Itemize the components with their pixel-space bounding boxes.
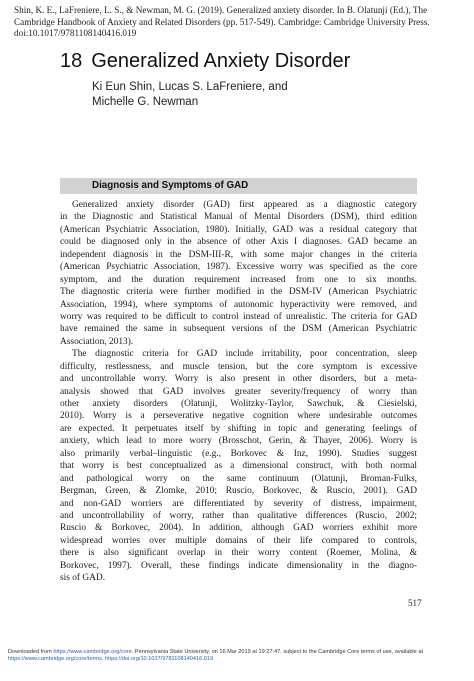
text-line: (American Psychiatric Association, 1987). Excessive worry was specified as the core [60,262,417,273]
authors-line: Ki Eun Shin, Lucas S. LaFreniere, and [92,81,288,93]
text-line: are expected. It perpetuates itself by shifting in topic and generating feelings of [60,423,417,434]
cambridge-core-link[interactable]: https://www.cambridge.org/core [53,649,132,655]
footer-text: . [101,656,105,663]
text-line: and pathological worry on the same continuum (Olatunji, Broman-Fulks, [60,473,417,484]
text-line: The diagnostic criteria were further modified in the DSM-IV (American Psychiatric [60,287,417,298]
citation-header [14,5,464,40]
doi-link[interactable]: https://doi.org/10.1017/9781108140416.019 [105,656,214,663]
text-line: in the Diagnostic and Statistical Manual of Mental Disorders (DSM), third edition [60,212,417,223]
text-line: and uncontrollability of worry, rather than qualitative differences (Ruscio, 2002; [60,510,417,521]
text-line: independent diagnosis in the DSM-III-R, with some major changes in the criteria [60,249,417,260]
text-line: Ruscio & Borkovec, 2004). In addition, although GAD worriers exhibit more [60,523,417,534]
text-line: also primarily verbal–linguistic (e.g., Borkovec & Inz, 1990). Studies suggest [60,448,417,459]
text-line: Generalized anxiety disorder (GAD) first appeared as a diagnostic category [72,200,417,210]
text-line: Association, 2013). [60,336,134,347]
section-heading-bar [60,178,417,194]
footer-line-1 [8,649,470,656]
footer-line-2 [8,656,470,663]
citation-line: doi:10.1017/9781108140416.019 [14,28,137,39]
text-line: Bergman, Green, & Zlomke, 2010; Ruscio, Borkovec, & Ruscio, 2001). GAD [60,486,417,497]
page-number: 517 [408,598,422,608]
text-line: there is also significant overlap in their worry content (Roemer, Molina, & [60,548,417,559]
citation-line: Cambridge Handbook of Anxiety and Related Disorders (pp. 517-549). Cambridge: Cambridge University Press. [14,16,430,27]
paragraph-2 [60,348,417,584]
text-line: other anxiety disorders (Olatunji, Wolitzky-Taylor, Sawchuk, & Ciesielski, [60,399,417,409]
body-text [60,199,417,585]
footer-text: Downloaded from [8,649,54,655]
text-line: that worry is best conceptualized as a dimensional construct, with both normal [60,461,417,472]
text-line: difficulty, restlessness, and muscle tension, but the core symptom is excessive [60,361,417,372]
text-line: anxiety, which lead to more worry (Brosschot, Gerin, & Thayer, 2006). Worry is [60,436,417,447]
text-line: (American Psychiatric Association, 1980). Initially, GAD was a residual category that [60,224,417,235]
footer-text: . Pennsylvania State University, on 16 Mar 2019 at 19:27:47, subject to the Cambridge Core terms of use, available at [131,649,424,655]
terms-link[interactable]: https://www.cambridge.org/core/terms [8,656,102,663]
chapter-number: 18 [60,50,83,72]
chapter-authors [92,80,288,109]
text-line: The diagnostic criteria for GAD include irritability, poor concentration, sleep [72,349,417,360]
citation-line: Shin, K. E., LaFreniere, L. S., & Newman, M. G. (2019). Generalized anxiety disorder. In B. Olatunji (Ed.), The [14,5,428,15]
authors-line: Michelle G. Newman [92,95,199,108]
text-line: analysis showed that GAD involves greater severity/frequency of worry than [60,386,417,397]
text-line: widespread worries over multiple domains of their life compared to controls, [60,535,417,546]
text-line: could be diagnosed only in the absence of other Axis I diagnoses. GAD became an [60,237,417,248]
text-line: and non-GAD worriers are differentiated by severity of distress, impairment, [60,498,417,509]
chapter-title [60,49,350,73]
chapter-title-text: Generalized Anxiety Disorder [91,50,351,72]
paragraph-1 [60,199,417,348]
text-line: have remained the same in subsequent versions of the DSM (American Psychiatric [60,324,417,335]
text-line: worry was required to be difficult to control instead of unrealistic. The criteria for GAD [60,311,417,322]
text-line: symptom, and the duration requirement increased from one to six months. [60,274,417,285]
text-line: Borkovec, 1997). Overall, these findings indicate dimensionality in the diagno- [60,560,417,571]
text-line: Association, 1994), where symptoms of autonomic hyperactivity were removed, and [60,299,417,310]
text-line: 2010). Worry is a perseverative negative cognition where undesirable outcomes [60,411,417,422]
text-line: and uncontrollable worry. Worry is also present in other disorders, but a meta- [60,374,417,385]
section-heading: Diagnosis and Symptoms of GAD [92,180,249,191]
text-line: sis of GAD. [60,573,106,584]
download-footer [8,649,470,664]
